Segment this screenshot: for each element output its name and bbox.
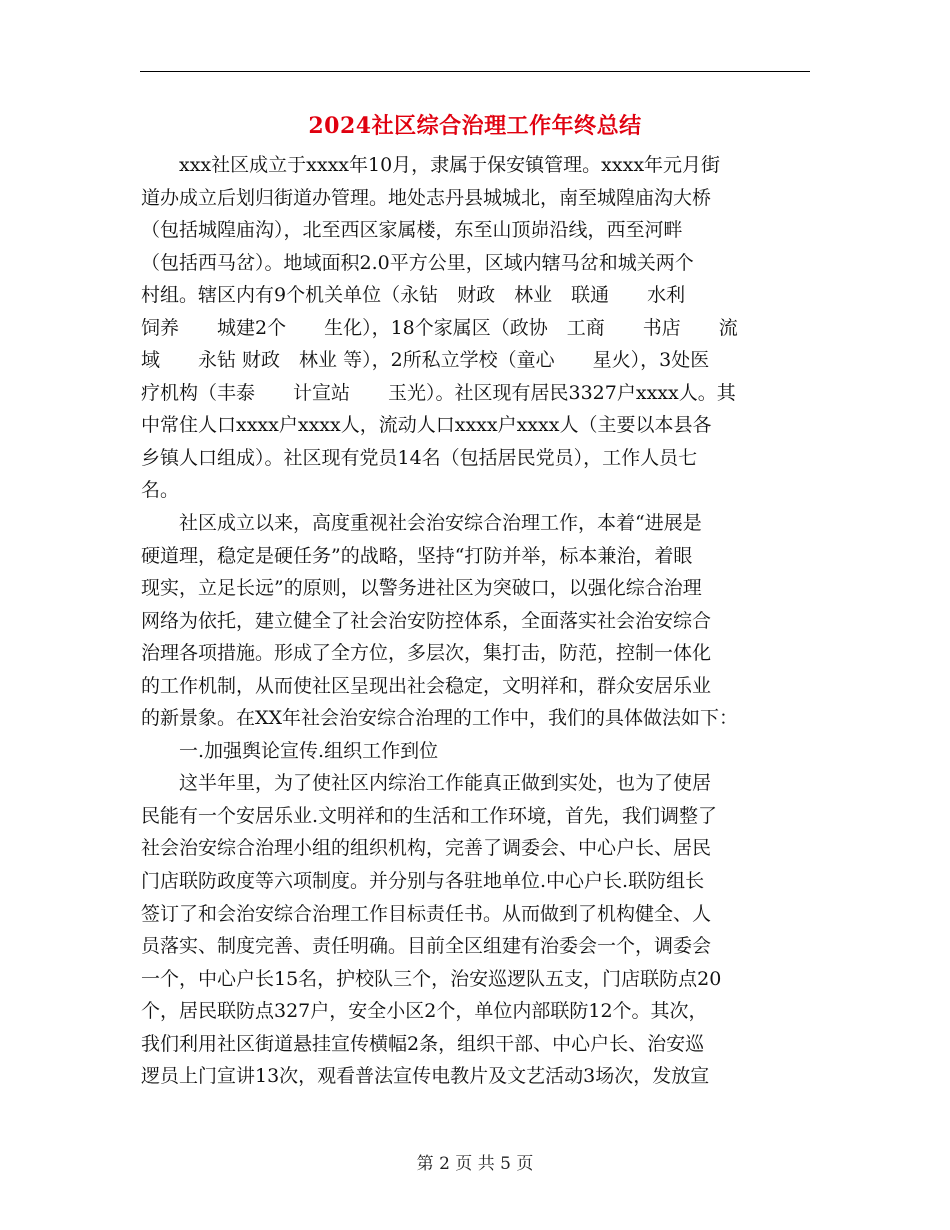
paragraph-line: 域 永钻 财政 林业 等），2所私立学校（童心 星火），3处医 xyxy=(141,349,710,372)
page-number: 第 2 页 共 5 页 xyxy=(416,1154,534,1174)
paragraph-line: 的新景象。在XX年社会治安综合治理的工作中，我们的具体做法如下： xyxy=(141,707,739,730)
paragraph-line: 名。 xyxy=(141,479,180,502)
paragraph-line: 治理各项措施。形成了全方位，多层次，集打击，防范，控制一体化 xyxy=(141,642,712,665)
paragraph-line: 的工作机制，从而使社区呈现出社会稳定，文明祥和，群众安居乐业 xyxy=(141,674,712,697)
paragraph-line: 一个，中心户长15名，护校队三个，治安巡逻队五支，门店联防点20 xyxy=(141,967,722,990)
paragraph-line: 中常住人口xxxx户xxxx人，流动人口xxxx户xxxx人（主要以本县各 xyxy=(141,414,712,437)
paragraph-line: 这半年里，为了使社区内综治工作能真正做到实处，也为了使居 xyxy=(179,772,712,795)
paragraph-line: （包括西马岔）。地域面积2.0平方公里，区域内辖马岔和城关两个 xyxy=(141,251,694,274)
paragraph-line: 员落实、制度完善、责任明确。目前全区组建有治委会一个，调委会 xyxy=(141,935,712,958)
paragraph-line: 签订了和会治安综合治理工作目标责任书。从而做到了机构健全、人 xyxy=(141,902,712,925)
document-title: 2024社区综合治理工作年终总结 xyxy=(308,113,642,139)
paragraph-line: 门店联防政度等六项制度。并分别与各驻地单位.中心户长.联防组长 xyxy=(141,870,705,893)
paragraph-line: （包括城隍庙沟），北至西区家属楼，东至山顶峁沿线，西至河畔 xyxy=(141,219,683,242)
section-heading: 一.加强舆论宣传.组织工作到位 xyxy=(179,739,439,762)
paragraph-line: xxx社区成立于xxxx年10月，隶属于保安镇管理。xxxx年元月街 xyxy=(179,154,721,176)
paragraph-line: 乡镇人口组成）。社区现有党员14名（包括居民党员），工作人员七 xyxy=(141,446,698,469)
paragraph-line: 村组。辖区内有9个机关单位（永钻 财政 林业 联通 水利 xyxy=(141,284,686,307)
paragraph-line: 硬道理，稳定是硬任务”的战略，坚持“打防并举，标本兼治，着眼 xyxy=(141,544,693,567)
paragraph-line: 民能有一个安居乐业.文明祥和的生活和工作环境，首先，我们调整了 xyxy=(141,804,718,827)
paragraph-line: 社区成立以来，高度重视社会治安综合治理工作，本着“进展是 xyxy=(179,512,702,535)
paragraph-line: 逻员上门宣讲13次，观看普法宣传电教片及文艺活动3场次，发放宣 xyxy=(141,1065,710,1088)
paragraph-line: 疗机构（丰泰 计宣站 玉光）。社区现有居民3327户xxxx人。其 xyxy=(141,381,736,404)
paragraph-line: 饲养 城建2个 生化），18个家属区（政协 工商 书店 流 xyxy=(141,316,738,339)
paragraph-line: 个，居民联防点327户，安全小区2个，单位内部联防12个。其次， xyxy=(141,1000,708,1023)
paragraph-line: 道办成立后划归街道办管理。地处志丹县城城北，南至城隍庙沟大桥 xyxy=(141,186,712,209)
paragraph-line: 现实，立足长远”的原则，以警务进社区为突破口，以强化综合治理 xyxy=(141,577,702,600)
header-rule xyxy=(140,71,810,72)
document-body xyxy=(141,149,811,1093)
paragraph-line: 我们利用社区街道悬挂宣传横幅2条，组织干部、中心户长、治安巡 xyxy=(141,1032,705,1055)
paragraph-line: 网络为依托，建立健全了社会治安防控体系，全面落实社会治安综合 xyxy=(141,609,712,632)
paragraph-line: 社会治安综合治理小组的组织机构，完善了调委会、中心户长、居民 xyxy=(141,837,712,860)
